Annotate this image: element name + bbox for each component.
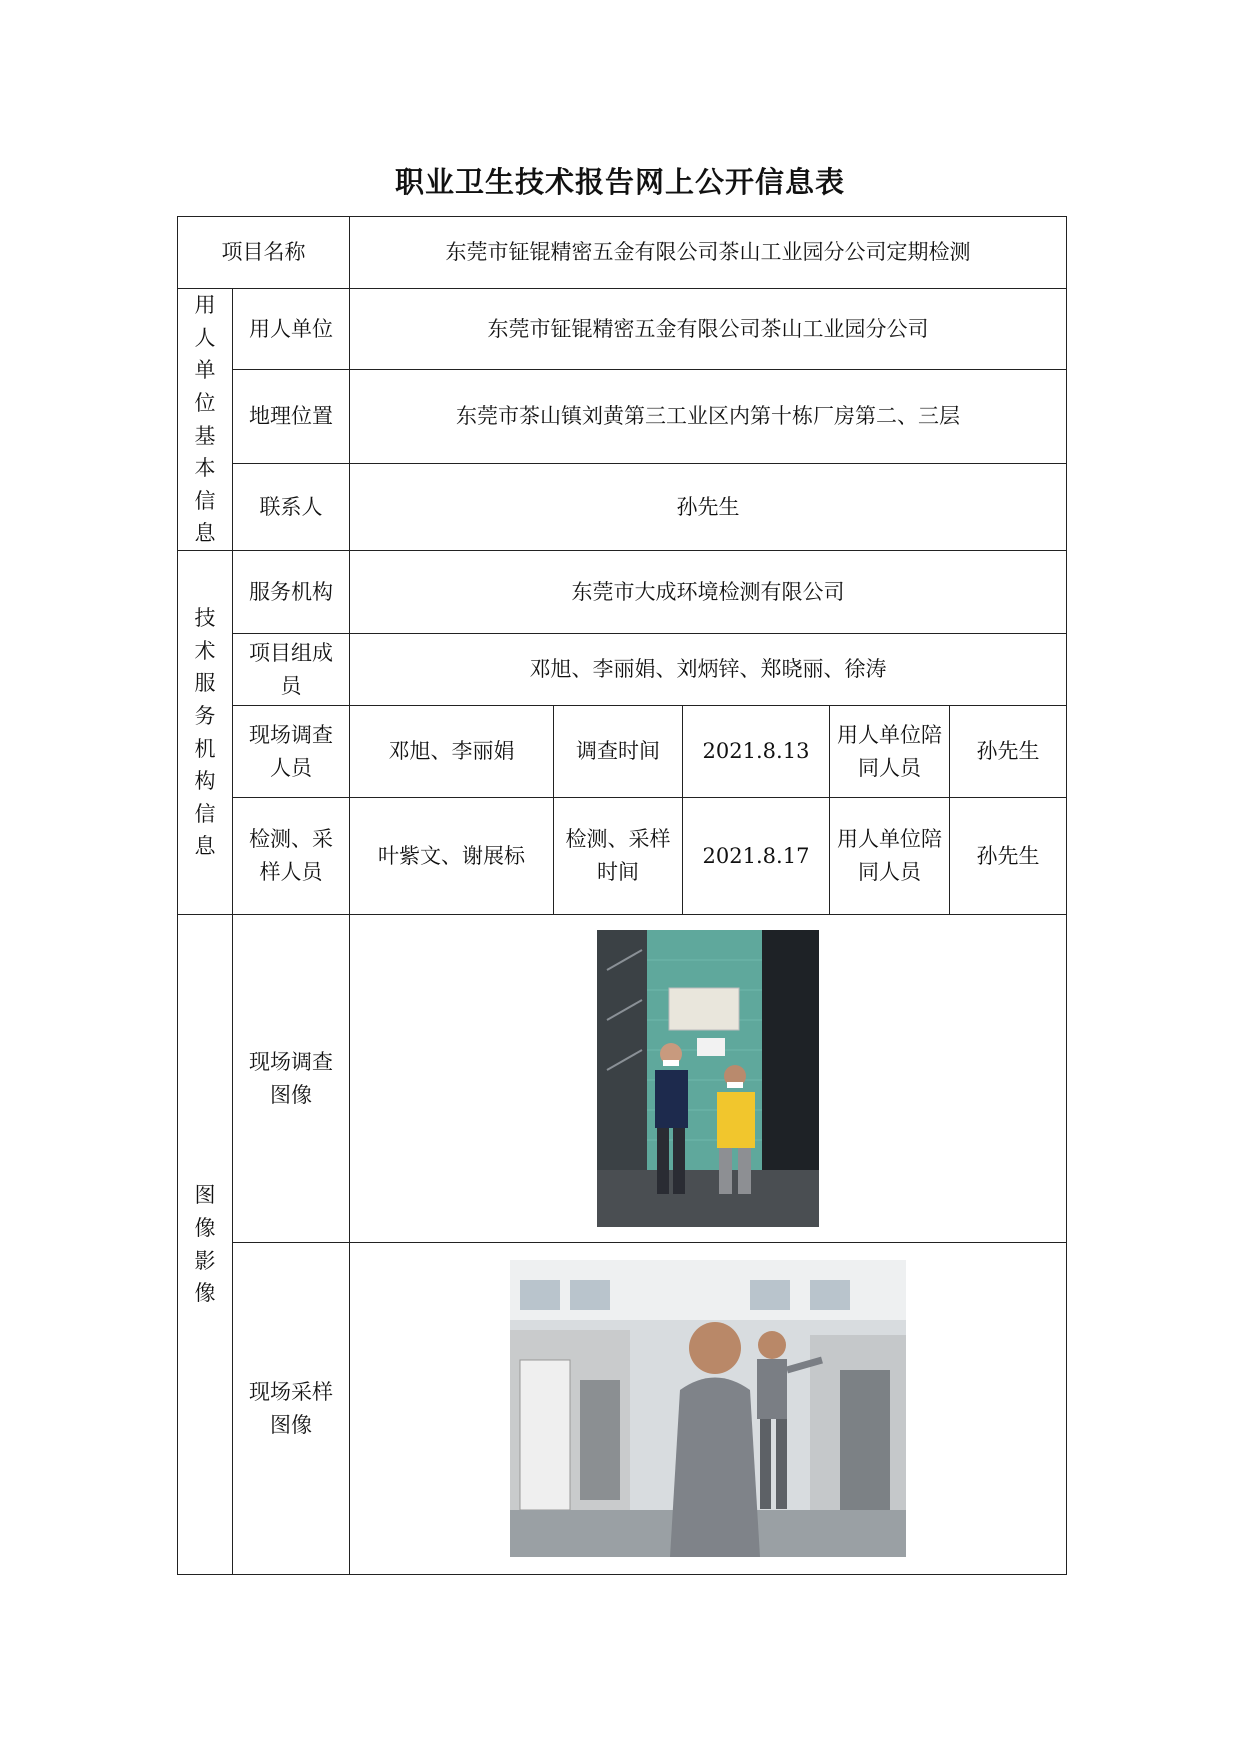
survey-image-row [178, 915, 1067, 1243]
agency-value: 东莞市大成环境检测有限公司 [350, 551, 1067, 634]
page-title: 职业卫生技术报告网上公开信息表 [394, 165, 845, 199]
survey-time-label: 调查时间 [554, 706, 683, 798]
employer-unit-label: 用人单位 [233, 289, 350, 370]
agency-row [178, 551, 1067, 634]
info-table [177, 216, 1067, 1575]
employer-section-label-text: 用人单位基本信息 [194, 293, 216, 546]
employer-unit-row [178, 289, 1067, 370]
location-value: 东莞市茶山镇刘黄第三工业区内第十栋厂房第二、三层 [350, 370, 1067, 464]
location-label: 地理位置 [233, 370, 350, 464]
images-section-label-text: 图像影像 [194, 1183, 216, 1306]
survey-image-cell [350, 915, 1067, 1243]
contact-value: 孙先生 [350, 464, 1067, 551]
survey-image-label: 现场调查图像 [233, 915, 350, 1243]
sampling-image-cell [350, 1243, 1067, 1575]
sampling-time-label: 检测、采样时间 [554, 798, 683, 915]
survey-photo-image [597, 930, 819, 1227]
sampling-photo [510, 1260, 906, 1557]
sampling-staff-label: 检测、采样人员 [233, 798, 350, 915]
sampling-escort-value: 孙先生 [950, 798, 1067, 915]
contact-label: 联系人 [233, 464, 350, 551]
sampling-image-label: 现场采样图像 [233, 1243, 350, 1575]
sampling-photo-image [510, 1260, 906, 1557]
survey-row [178, 706, 1067, 798]
sampling-escort-label: 用人单位陪同人员 [830, 798, 950, 915]
employer-unit-value: 东莞市钲锟精密五金有限公司茶山工业园分公司 [350, 289, 1067, 370]
contact-row [178, 464, 1067, 551]
location-row [178, 370, 1067, 464]
survey-staff-label: 现场调查人员 [233, 706, 350, 798]
project-name-label: 项目名称 [178, 217, 350, 289]
project-row [178, 217, 1067, 289]
service-section-label-text: 技术服务机构信息 [194, 606, 216, 859]
survey-escort-label: 用人单位陪同人员 [830, 706, 950, 798]
agency-label: 服务机构 [233, 551, 350, 634]
service-section-label [178, 551, 233, 915]
sampling-time-value: 2021.8.17 [683, 798, 830, 915]
sampling-row [178, 798, 1067, 915]
employer-section-label [178, 289, 233, 551]
sampling-image-row [178, 1243, 1067, 1575]
members-value: 邓旭、李丽娟、刘炳锌、郑晓丽、徐涛 [350, 634, 1067, 706]
survey-escort-value: 孙先生 [950, 706, 1067, 798]
members-row [178, 634, 1067, 706]
survey-staff-value: 邓旭、李丽娟 [350, 706, 554, 798]
images-section-label [178, 915, 233, 1575]
survey-time-value: 2021.8.13 [683, 706, 830, 798]
sampling-staff-value: 叶紫文、谢展标 [350, 798, 554, 915]
members-label: 项目组成员 [233, 634, 350, 706]
project-name-value: 东莞市钲锟精密五金有限公司茶山工业园分公司定期检测 [350, 217, 1067, 289]
survey-photo [597, 930, 819, 1227]
